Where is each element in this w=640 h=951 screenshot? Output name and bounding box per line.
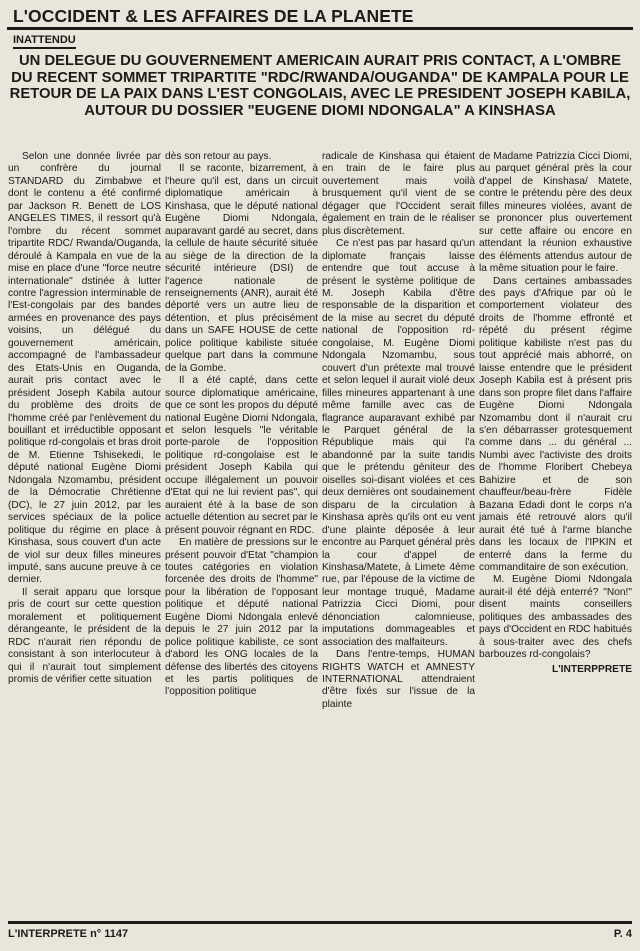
paragraph: Il a été capté, dans cette source diplomatique américaine, que ce sont les propos du député national Eugène Diomi Ndongala, et selon lesquels "le véritable porte-parole de l'opposition politique rd-congolaise est le président Joseph Kabila qui occupe illégalement un pouvoir d'Etat qui ne lui revient pas", qui auraient été à la base de son actuelle détention au secret par le présent pouvoir régnant en RDC. <box>165 375 318 536</box>
article-column-1 <box>8 151 161 914</box>
kicker-label: INATTENDU <box>13 33 76 49</box>
article-signature: L'INTERPPRETE <box>552 663 632 675</box>
section-title: L'OCCIDENT & LES AFFAIRES DE LA PLANETE <box>7 5 633 30</box>
paragraph: Il se raconte, bizarrement, à l'heure qu'il est, dans un circuit diplomatique américain à Kinshasa, que le député national Eugène Diomi Ndongala, auparavant gardé au secret, dans la cellule de haute sécurité située au siège de la direction de la sécurité intérieure (DSI) de l'agence nationale de renseignements (ANR), aurait été déporté vers un autre lieu de détention, et plus précisément dans un SAFE HOUSE de cette police politique kabiliste située quelque part dans la commune de la Gombe. <box>165 163 318 374</box>
paragraph: Ce n'est pas par hasard qu'un diplomate français laisse entendre que tout accuse à présent le système politique de M. Joseph Kabila d'être responsable de la disparition et de la mise au secret du député national de l'opposition rd-congolaise, M. Eugène Diomi Ndongala Nzomambu, sous couvert d'un prétexte mal trouvé et selon lequel il aurait violé deux filles mineures appartenant à une même famille avec cas de flagrance auparavant exhibé par le Parquet général de la République mais qui l'a abandonné par la suite tandis que le prétendu géniteur des oiselles soi-disant violées et ces deux dernières ont soudainement disparu de la circulation à Kinshasa après qu'ils ont eu vent d'une plainte déposée à leur encontre au Parquet général près la cour d'appel de Kinshasa/Matete, à Limete 4ème rue, par l'épouse de la victime de leur montage truqué, Madame Patrizzia Cicci Diomi, pour dénonciation calomnieuse, imputations dommageables et association des malfaiteurs. <box>322 238 475 648</box>
paragraph: Dans certaines ambassades des pays d'Afrique par où le comportement violateur des droits de l'homme effronté et répété du présent régime politique kabiliste n'est pas du tout apprécié mais abhorré, on laisse entendre que le président Joseph Kabila est à présent pris dans son propre filet dans l'affaire Eugène Diomi Ndongala Nzomambu dont il n'aurait cru s'en débarrasser grotesquement comme dans ... du général ... Numbi avec l'activiste des droits de l'homme Floribert Chebeya Bahizire et de son chauffeur/beau-frère Fidèle Bazana Edadi dont le corps n'a jamais été retrouvé alors qu'il aurait été tué à l'arme blanche dans les locaux de l'IPKIN et enterré dans la ferme du commanditaire de son exécution. <box>479 275 632 573</box>
article-column-3 <box>322 151 475 914</box>
paragraph: Dans l'entre-temps, HUMAN RIGHTS WATCH et AMNESTY INTERNATIONAL attendraient d'être fixés sur l'issue de la plainte <box>322 649 475 710</box>
newspaper-page <box>0 5 640 951</box>
article-body <box>8 151 632 914</box>
publication-issue: L'INTERPRETE n° 1147 <box>8 928 129 940</box>
paragraph: M. Eugène Diomi Ndongala aurait-il été déjà enterré? "Non!" disent maints conseillers politiques des ambassades des pays d'Occident en RDC habitués à sous-traiter avec des chefs barbouzes rd-congolais? <box>479 574 632 661</box>
paragraph: radicale de Kinshasa qui étaient en train de le faire plus ouvertement mais voilà brusquement qu'il vient de se dégager que l'Occident serait également en train de le réaliser plus discrètement. <box>322 151 475 237</box>
page-footer <box>8 921 632 940</box>
article-column-4 <box>479 151 632 914</box>
article-column-2 <box>165 151 318 914</box>
article-headline: UN DELEGUE DU GOUVERNEMENT AMERICAIN AURAIT PRIS CONTACT, A L'OMBRE DU RECENT SOMMET TRIPARTITE "RDC/RWANDA/OUGANDA" DE KAMPALA POUR LE RETOUR DE LA PAIX DANS L'EST CONGOLAIS, AVEC LE PRESIDENT JOSEPH KABILA, AUTOUR DU DOSSIER "EUGENE DIOMI NDONGALA" A KINSHASA <box>9 53 631 119</box>
paragraph: En matière de pressions sur le présent pouvoir d'Etat "champion toutes catégories en violation forcenée des droits de l'homme" pour la libération de l'opposant politique et député national Eugène Diomi Ndongala enlevé depuis le 27 juin 2012 par la police politique kabiliste, ce sont d'abord les ONG locales de la défense des libertés des citoyens et les partis politiques de l'opposition politique <box>165 537 318 698</box>
paragraph: Selon une donnée livrée par un confrère du journal STANDARD du Zimbabwe et dont le contenu a été confirmé par Jackson R. Benett de LOS ANGELES TIMES, il ressort qu'à l'ombre du récent sommet tripartite RDC/ Rwanda/Ouganda, déroulé à Kampala en vue de la mise en place d'une "force neutre internationale" dstinée à lutter contre l'agression interminable de l'Est-congolais par des bandes armées en provenance des pays voisins, un délégué du gouvernement américain, accompagné de l'ambassadeur des Etats-Unis en Ouganda, aurait pris contact avec le président Joseph Kabila autour du problème des droits de l'homme créé par l'enlèvement du bouillant et irréductible opposant politique rd-congolais et bras droit de M. Etienne Tshisekedi, le député national Eugène Diomi Ndongala Nzomambu, président de la Démocratie Chrétienne (DC), le 27 juin 2012, par les services spéciaux de la police politique du régime en place à Kinshasa, sous couvert d'un acte de viol sur deux filles mineures imputé, sans aucune preuve à ce dernier. <box>8 151 161 586</box>
page-number: P. 4 <box>613 928 632 940</box>
paragraph: dès son retour au pays. <box>165 151 272 162</box>
paragraph: Il serait apparu que lorsque pris de court sur cette question moralement et politiquement dérangeante, le président de la RDC n'aurait rien répondu de consistant à son interlocuteur à qui il n'aurait tout simplement promis de vérifier cette situation <box>8 586 161 686</box>
paragraph: de Madame Patrizzia Cicci Diomi, au parquet général près la cour d'appel de Kinshasa/ Matete, contre le prétendu père des deux filles mineures violées, avant de se prononcer plus ouvertement sur cette affaire ou encore en attendant la réunion exhaustive des éléments attendus autour de la même situation pour le faire. <box>479 151 632 275</box>
